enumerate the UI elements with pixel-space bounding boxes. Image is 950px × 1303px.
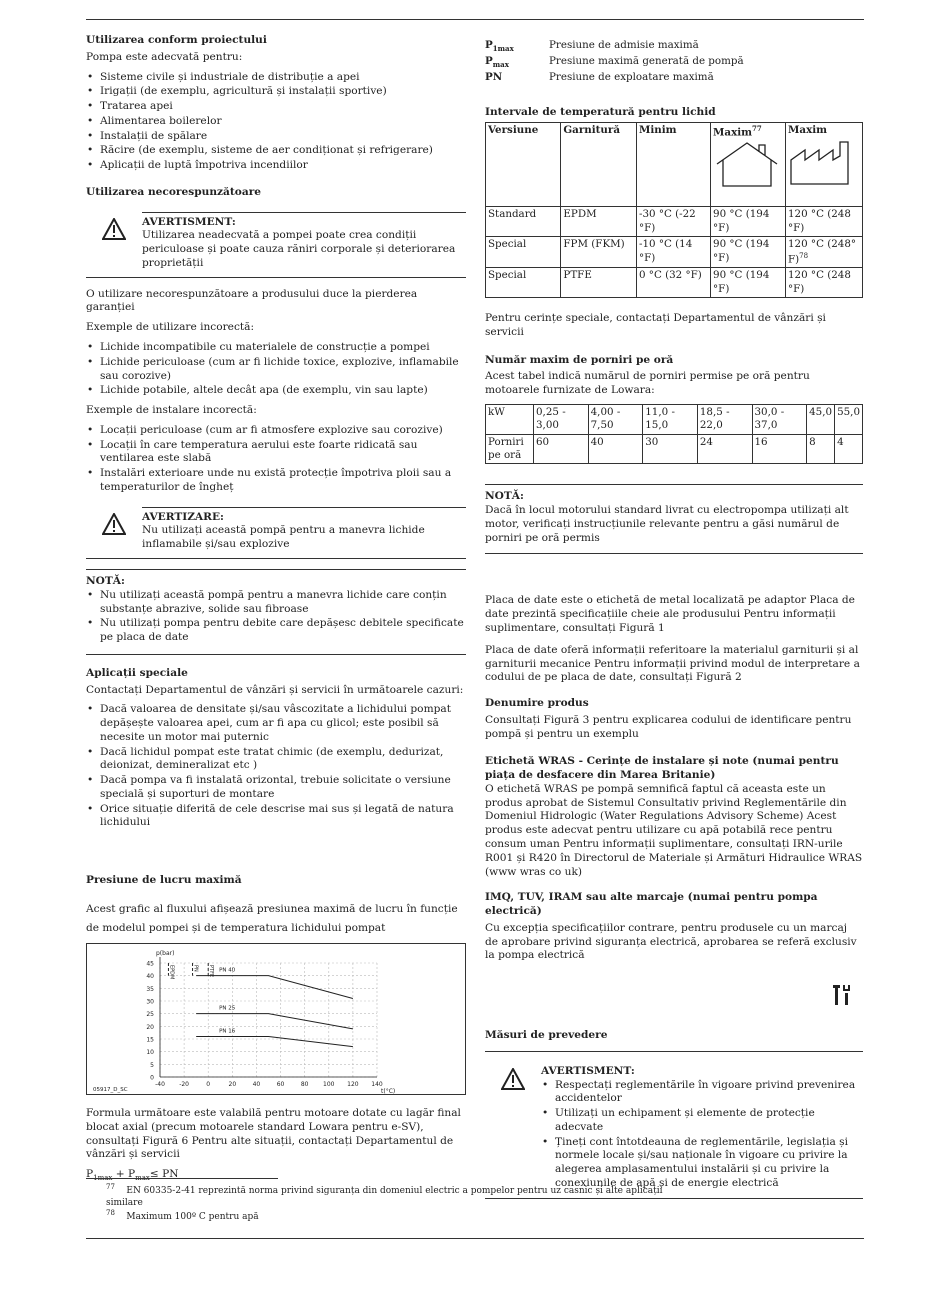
symbol: $P_{1max}$ xyxy=(485,39,514,54)
x-tick-label: -40 xyxy=(155,1081,165,1089)
table-header-row xyxy=(486,123,863,207)
section-title: Utilizarea necorespunzătoare xyxy=(86,185,262,198)
symbol-desc: Presiune de admisie maximă xyxy=(549,39,699,51)
pressure-chart-svg xyxy=(87,944,465,1094)
list-item: • Orice situație diferită de cele descrise mai sus și legată de natura lichidului xyxy=(86,803,466,831)
formula: $P_{1max} + P_{max}\le$ PN xyxy=(86,1168,179,1183)
y-tick-label: 30 xyxy=(146,998,154,1006)
footnote: $^{78}$ Maximum 100º C pentru apă xyxy=(106,1209,259,1223)
x-tick-label: 80 xyxy=(300,1081,309,1089)
marker-label: PTFE xyxy=(208,965,215,978)
paragraph: Formula următoare este valabilă pentru motoare dotate cu lagăr final blocat axial (precum motoarele standard Lowara pentru e-SV), consultați Figură 6 Pentru alte situații, contactați Departamentul de vânzări și servicii xyxy=(86,1107,461,1161)
list-item: • Alimentarea boilerelor xyxy=(86,115,466,129)
list-item: • Locații în care temperatura aerului este foarte ridicată sau ventilarea este slabă xyxy=(86,439,466,467)
section-title: Număr maxim de porniri pe oră xyxy=(485,353,674,366)
section-title: Utilizarea conform proiectului xyxy=(86,34,267,46)
y-tick-label: 10 xyxy=(146,1049,154,1057)
note-title: NOTĂ: xyxy=(485,490,524,503)
paragraph: O utilizare necorespunzătoare a produsului duce la pierderea garanției xyxy=(86,287,418,314)
warning-title: AVERTISMENT: xyxy=(541,1064,635,1077)
y-tick-label: 15 xyxy=(146,1036,154,1044)
table-row: Special PTFE 0 °C (32 °F) 90 °C (194 °F) 120 °C (248 °F) xyxy=(486,268,863,298)
top-rule xyxy=(86,19,864,20)
factory-icon xyxy=(788,138,860,186)
paragraph: Pentru cerințe speciale, contactați Departamentul de vânzări și servicii xyxy=(485,312,826,338)
column-header: Versiune xyxy=(486,123,561,207)
paragraph: O etichetă WRAS pe pompă semnifică faptul că aceasta este un produs aprobat de Sistemul Consultativ privind Reglementările din Domeniul Hidrologic (Water Regulations Advisory Scheme) Acest produs este adecvat pentru utilizare cu apă potabilă rece pentru consum uman Pentru informații suplimentare, consultați IRN-urile R001 și R420 în Directorul de Materiale și Armături Hidraulice WRAS (www wras co uk) xyxy=(485,782,863,878)
note-text: Dacă în locul motorului standard livrat cu electropompa utilizați alt motor, verificați instrucțiunile relevante pentru a găsi numărul de porniri pe oră permis xyxy=(485,504,849,544)
x-tick-label: 60 xyxy=(276,1081,285,1089)
series-label: PN 40 xyxy=(219,967,236,974)
list-item: • Respectați reglementările în vigoare privind prevenirea accidentelor xyxy=(541,1079,863,1107)
footnote: $^{77}$ EN 60335-2-41 reprezintă norma privind siguranța din domeniul electric a pompelor pentru uz casnic și alte aplicații similare xyxy=(106,1183,663,1209)
list-item: • Țineți cont întotdeauna de reglementările, legislația și normele locale și/sau naționale în vigoare cu privire la alegerea amplasamentului instalării și cu privire la conexiunile de apă și de energie electrică xyxy=(541,1136,863,1191)
marker-label: EPDM xyxy=(168,965,175,980)
marker-label: PN xyxy=(192,965,199,972)
list-item: • Instalații de spălare xyxy=(86,130,466,144)
series-label: PN 25 xyxy=(219,1005,236,1012)
section-title: Intervale de temperatură pentru lichid xyxy=(485,105,716,118)
section-title: IMQ, TUV, IRAM sau alte marcaje (numai pentru pompa electrică) xyxy=(485,891,818,918)
warning-text: Utilizarea neadecvată a pompei poate crea condiții periculoase și poate cauza răniri corporale și deteriorarea proprietății xyxy=(142,229,456,269)
list-item: • Locații periculoase (cum ar fi atmosfere explozive sau corozive) xyxy=(86,424,466,438)
section-title: Presiune de lucru maximă xyxy=(86,874,242,887)
x-tick-label: -20 xyxy=(179,1081,190,1089)
x-tick-label: 20 xyxy=(228,1081,237,1089)
column-header: Garnitură xyxy=(561,123,637,207)
symbol: PN xyxy=(485,71,503,84)
list-item: • Irigații (de exemplu, agricultură și instalații sportive) xyxy=(86,85,466,99)
paragraph: Acest grafic al fluxului afișează presiunea maximă de lucru în funcție de modelul pompei și de temperatura lichidului pompat xyxy=(86,902,458,934)
paragraph: Contactați Departamentul de vânzări și servicii în următoarele cazuri: xyxy=(86,683,464,696)
table-row: kW 0,25 - 3,00 4,00 - 7,50 11,0 - 15,0 18,5 - 22,0 30,0 - 37,0 45,0 55,0 xyxy=(486,404,863,434)
footnotes xyxy=(86,1178,686,1223)
symbol-desc: Presiune maximă generată de pompă xyxy=(549,55,744,68)
table-row: Standard EPDM -30 °C (-22 °F) 90 °C (194 °F) 120 °C (248 °F) xyxy=(486,207,863,237)
x-tick-label: 100 xyxy=(323,1081,335,1089)
x-axis-label: t(°C) xyxy=(381,1088,396,1095)
starts-table xyxy=(485,404,863,465)
paragraph: Pompa este adecvată pentru: xyxy=(86,50,243,63)
column-header: Maxim$^{77}$ xyxy=(711,123,786,207)
paragraph: Placa de date oferă informații referitoare la materialul garniturii și al garniturii mecanice Pentru informații privind modul de interpretare a codului de pe placa de date, consultați Figură 2 xyxy=(485,643,860,684)
warning-triangle-icon xyxy=(485,1062,541,1192)
paragraph: Consultați Figură 3 pentru explicarea codului de identificare pentru pompă și pentru un exemplu xyxy=(485,713,852,740)
chart-code: 05917_D_SC xyxy=(93,1087,128,1094)
series-line xyxy=(196,976,353,999)
house-icon xyxy=(713,140,781,188)
column-header: Minim xyxy=(636,123,710,207)
y-axis-label: p(bar) xyxy=(156,950,175,958)
y-tick-label: 45 xyxy=(146,960,154,968)
y-tick-label: 5 xyxy=(150,1061,154,1069)
left-column xyxy=(86,34,466,1189)
list-item: • Utilizați un echipament și elemente de protecție adecvate xyxy=(541,1107,863,1135)
warning-text: Nu utilizați această pompă pentru a manevra lichide inflamabile și/sau explozive xyxy=(142,524,425,551)
list-item: • Lichide incompatibile cu materialele de construcție a pompei xyxy=(86,341,466,355)
paragraph: Acest tabel indică numărul de porniri permise pe oră pentru motoarele furnizate de Lowara: xyxy=(485,370,810,397)
y-tick-label: 0 xyxy=(150,1074,154,1082)
bullet-list xyxy=(86,424,466,495)
list-item: • Nu utilizați pompa pentru debite care depășesc debitele specificate pe placa de date xyxy=(86,617,466,645)
series-label: PN 16 xyxy=(219,1028,236,1035)
bottom-rule xyxy=(86,1238,864,1239)
bullet-list xyxy=(86,703,466,830)
table-row: Porniri pe oră 60 40 30 24 16 8 4 xyxy=(486,434,863,464)
warning-triangle-icon xyxy=(86,212,142,271)
symbol-desc: Presiune de exploatare maximă xyxy=(549,71,714,84)
temperature-table xyxy=(485,122,863,298)
list-item: • Instalări exterioare unde nu există protecție împotriva ploii sau a temperaturilor de îngheț xyxy=(86,467,466,495)
paragraph: Exemple de utilizare incorectă: xyxy=(86,321,255,334)
list-item: • Dacă pompa va fi instalată orizontal, trebuie solicitate o versiune specială și suporturi de montare xyxy=(86,774,466,802)
note-box xyxy=(86,569,466,655)
paragraph: Placa de date este o etichetă de metal localizată pe adaptor Placa de date prezintă specificațiile cheie ale produsului Pentru informații suplimentare, consultați Figură 1 xyxy=(485,594,855,635)
section-title: Măsuri de prevedere xyxy=(485,1029,863,1052)
table-row: Special FPM (FKM) -10 °C (14 °F) 90 °C (194 °F) 120 °C (248° F)$^{78}$ xyxy=(486,237,863,268)
list-item: • Aplicații de luptă împotriva incendiilor xyxy=(86,159,466,173)
list-item: • Lichide periculoase (cum ar fi lichide toxice, explozive, inflamabile sau corozive) xyxy=(86,356,466,384)
list-item: • Sisteme civile și industriale de distribuție a apei xyxy=(86,71,466,85)
y-tick-label: 20 xyxy=(146,1023,154,1031)
bullet-list xyxy=(86,71,466,173)
warning-triangle-icon xyxy=(86,507,142,552)
paragraph: Cu excepția specificațiilor contrare, pentru produsele cu un marcaj de aprobare privind siguranța electrică, aprobarea se referă exclusiv la pompa electrică xyxy=(485,921,857,962)
list-item: • Lichide potabile, altele decât apa (de exemplu, vin sau lapte) xyxy=(86,384,466,398)
y-tick-label: 40 xyxy=(146,973,154,981)
x-tick-label: 40 xyxy=(252,1081,261,1089)
series-line xyxy=(196,1037,353,1047)
table-row xyxy=(485,38,744,54)
list-item: • Dacă valoarea de densitate și/sau vâscozitate a lichidului pompat depășește valoarea apei, cum ar fi apa cu glicol; este posibil să necesite un motor mai puternic xyxy=(86,703,466,744)
table-row xyxy=(485,70,744,85)
note-box xyxy=(485,484,863,554)
section-title: Aplicații speciale xyxy=(86,666,188,679)
warning-box xyxy=(86,206,466,278)
x-tick-label: 120 xyxy=(347,1081,359,1089)
column-header: Maxim xyxy=(786,123,863,207)
right-column xyxy=(485,38,863,1209)
section-title: Denumire produs xyxy=(485,697,589,710)
paragraph: Exemple de instalare incorectă: xyxy=(86,404,257,417)
note-title: NOTĂ: xyxy=(86,574,125,587)
list-item: • Tratarea apei xyxy=(86,100,466,114)
list-item: • Dacă lichidul pompat este tratat chimic (de exemplu, dedurizat, deionizat, demineralizat etc ) xyxy=(86,746,466,774)
bullet-list xyxy=(86,341,466,398)
list-item: • Nu utilizați această pompă pentru a manevra lichide care conțin substanțe abrazive, solide sau fibroase xyxy=(86,589,466,617)
y-tick-label: 35 xyxy=(146,985,154,993)
symbol: $P_{max}$ xyxy=(485,55,509,70)
warning-title: AVERTISMENT: xyxy=(142,212,466,230)
warning-title: AVERTIZARE: xyxy=(142,507,466,525)
pressure-chart xyxy=(86,943,466,1095)
y-tick-label: 25 xyxy=(146,1011,154,1019)
section-title: Etichetă WRAS - Cerințe de instalare și note (numai pentru piața de desfacere din Marea Britanie) xyxy=(485,755,839,782)
warning-box xyxy=(86,501,466,559)
table-row xyxy=(485,54,744,70)
x-tick-label: 140 xyxy=(371,1081,383,1089)
x-tick-label: 0 xyxy=(206,1081,211,1089)
symbol-definitions xyxy=(485,38,744,86)
tools-icon xyxy=(833,983,851,1007)
list-item: • Răcire (de exemplu, sisteme de aer condiționat și refrigerare) xyxy=(86,144,466,158)
